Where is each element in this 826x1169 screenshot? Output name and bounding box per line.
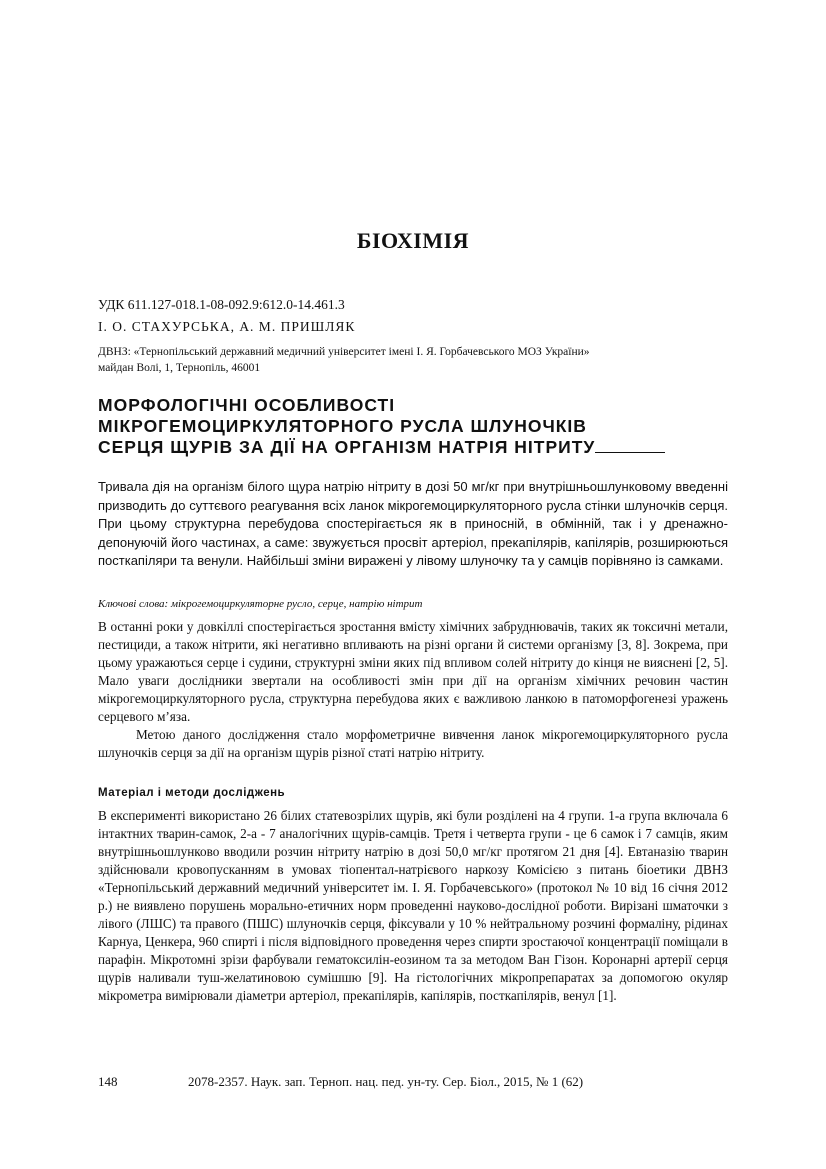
affiliation-institution: ДВНЗ: «Тернопільський державний медичний університет імені І. Я. Горбачевського МОЗ України» xyxy=(98,346,590,358)
page-number: 148 xyxy=(98,1074,118,1089)
title-line-3 xyxy=(98,437,728,458)
title-line-3-text: СЕРЦЯ ЩУРІВ ЗА ДІЇ НА ОРГАНІЗМ НАТРІЯ НІТРИТУ xyxy=(98,437,596,457)
title-rule xyxy=(595,438,665,453)
title-line-2: МІКРОГЕМОЦИРКУЛЯТОРНОГО РУСЛА ШЛУНОЧКІВ xyxy=(98,416,587,436)
journal-citation: 2078-2357. Наук. зап. Терноп. нац. пед. ун-ту. Сер. Біол., 2015, № 1 (62) xyxy=(188,1074,584,1089)
section-heading: БІОХІМІЯ xyxy=(356,228,470,253)
methods-text: В експерименті використано 26 білих статевозрілих щурів, які були розділені на 4 групи. 1-а група включала 6 інтактних тварин-самок, 2-а - 7 аналогічних щурів-самців. Третя і четверта групи - це 6 самок і 7 самців, яким внутрішньошлунково вводили розчин нітриту натрію в дозі 50,0 мг/кг протягом 21 дня [4]. Евтаназію тварин здійснювали кровопусканням в умовах тіопентал-натрієвого наркозу Комісією з питань біоетики ДВНЗ «Тернопільський державний медичний університет ім. І. Я. Горбачевського» (протокол № 10 від 16 січня 2012 р.) не виявлено порушень морально-етичних норм проведенні науково-дослідної роботи. Вирізані шматочки з лівого (ЛШС) та правого (ПШС) шлуночків серця, фіксували у 10 % нейтральному розчині формаліну, рідинах Карнуа, Ценкера, 960 спирті і після відповідного проведення через спирти зростаючої концентрації поміщали в парафін. Мікротомні зрізи фарбували гематоксилін-еозином та за методом Ван Гізон. Коронарні артерії серця щурів наливали туш-желатиновою сумішшю [9]. На гістологічних мікропрепаратах за допомогою окуляр мікрометра вимірювали діаметри артеріол, прекапілярів, капілярів, посткапілярів, венул [1]. xyxy=(98,808,728,1003)
affiliation-address: майдан Волі, 1, Тернопіль, 46001 xyxy=(98,362,261,374)
intro-paragraph-2: Метою даного дослідження стало морфометричне вивчення ланок мікрогемоциркуляторного русла шлуночків серця за дії на організм щурів різної статі натрію нітриту. xyxy=(98,727,728,760)
abstract: Тривала дія на організм білого щура натрію нітриту в дозі 50 мг/кг при внутрішньошлунковому введенні призводить до суттєвого реагування всіх ланок мікрогемоциркуляторного русла стінки шлуночків серця. При цьому структурна перебудова спостерігається як в приносній, в обмінній, так і у дренажно-депонуючій його частинах, а саме: звужується просвіт артеріол, прекапілярів, капілярів, розширюються посткапіляри та венули. Найбільші зміни виражені у лівому шлуночку та у самців порівняно із самками. xyxy=(98,479,728,568)
affiliation xyxy=(98,344,728,376)
keywords: Ключові слова: мікрогемоциркуляторне русло, серце, натрію нітрит xyxy=(98,598,423,610)
article-title xyxy=(98,395,728,458)
title-line-1: МОРФОЛОГІЧНІ ОСОБЛИВОСТІ xyxy=(98,395,396,415)
authors: І. О. СТАХУРСЬКА, А. М. ПРИШЛЯК xyxy=(98,319,356,334)
udk-code: УДК 611.127-018.1-08-092.9:612.0-14.461.3 xyxy=(98,297,345,312)
methods-heading: Матеріал і методи досліджень xyxy=(98,787,286,799)
introduction xyxy=(98,618,728,762)
intro-paragraph-1: В останні роки у довкіллі спостерігається зростання вмісту хімічних забруднювачів, таких як токсичні метали, пестициди, а також нітрити, які негативно впливають на різні органи й системи організму [3, 8]. Зокрема, при цьому уражаються серце і судини, структурні зміни яких під впливом солей нітриту до кінця не вияснені [2, 5]. Мало уваги дослідники звертали на особливості змін при дії на організм хімічних речовин частин мікрогемоциркуляторного русла, структурна перебудова яких є важливою ланкою в патоморфогенезі уражень серцевого м’яза. xyxy=(98,619,728,724)
